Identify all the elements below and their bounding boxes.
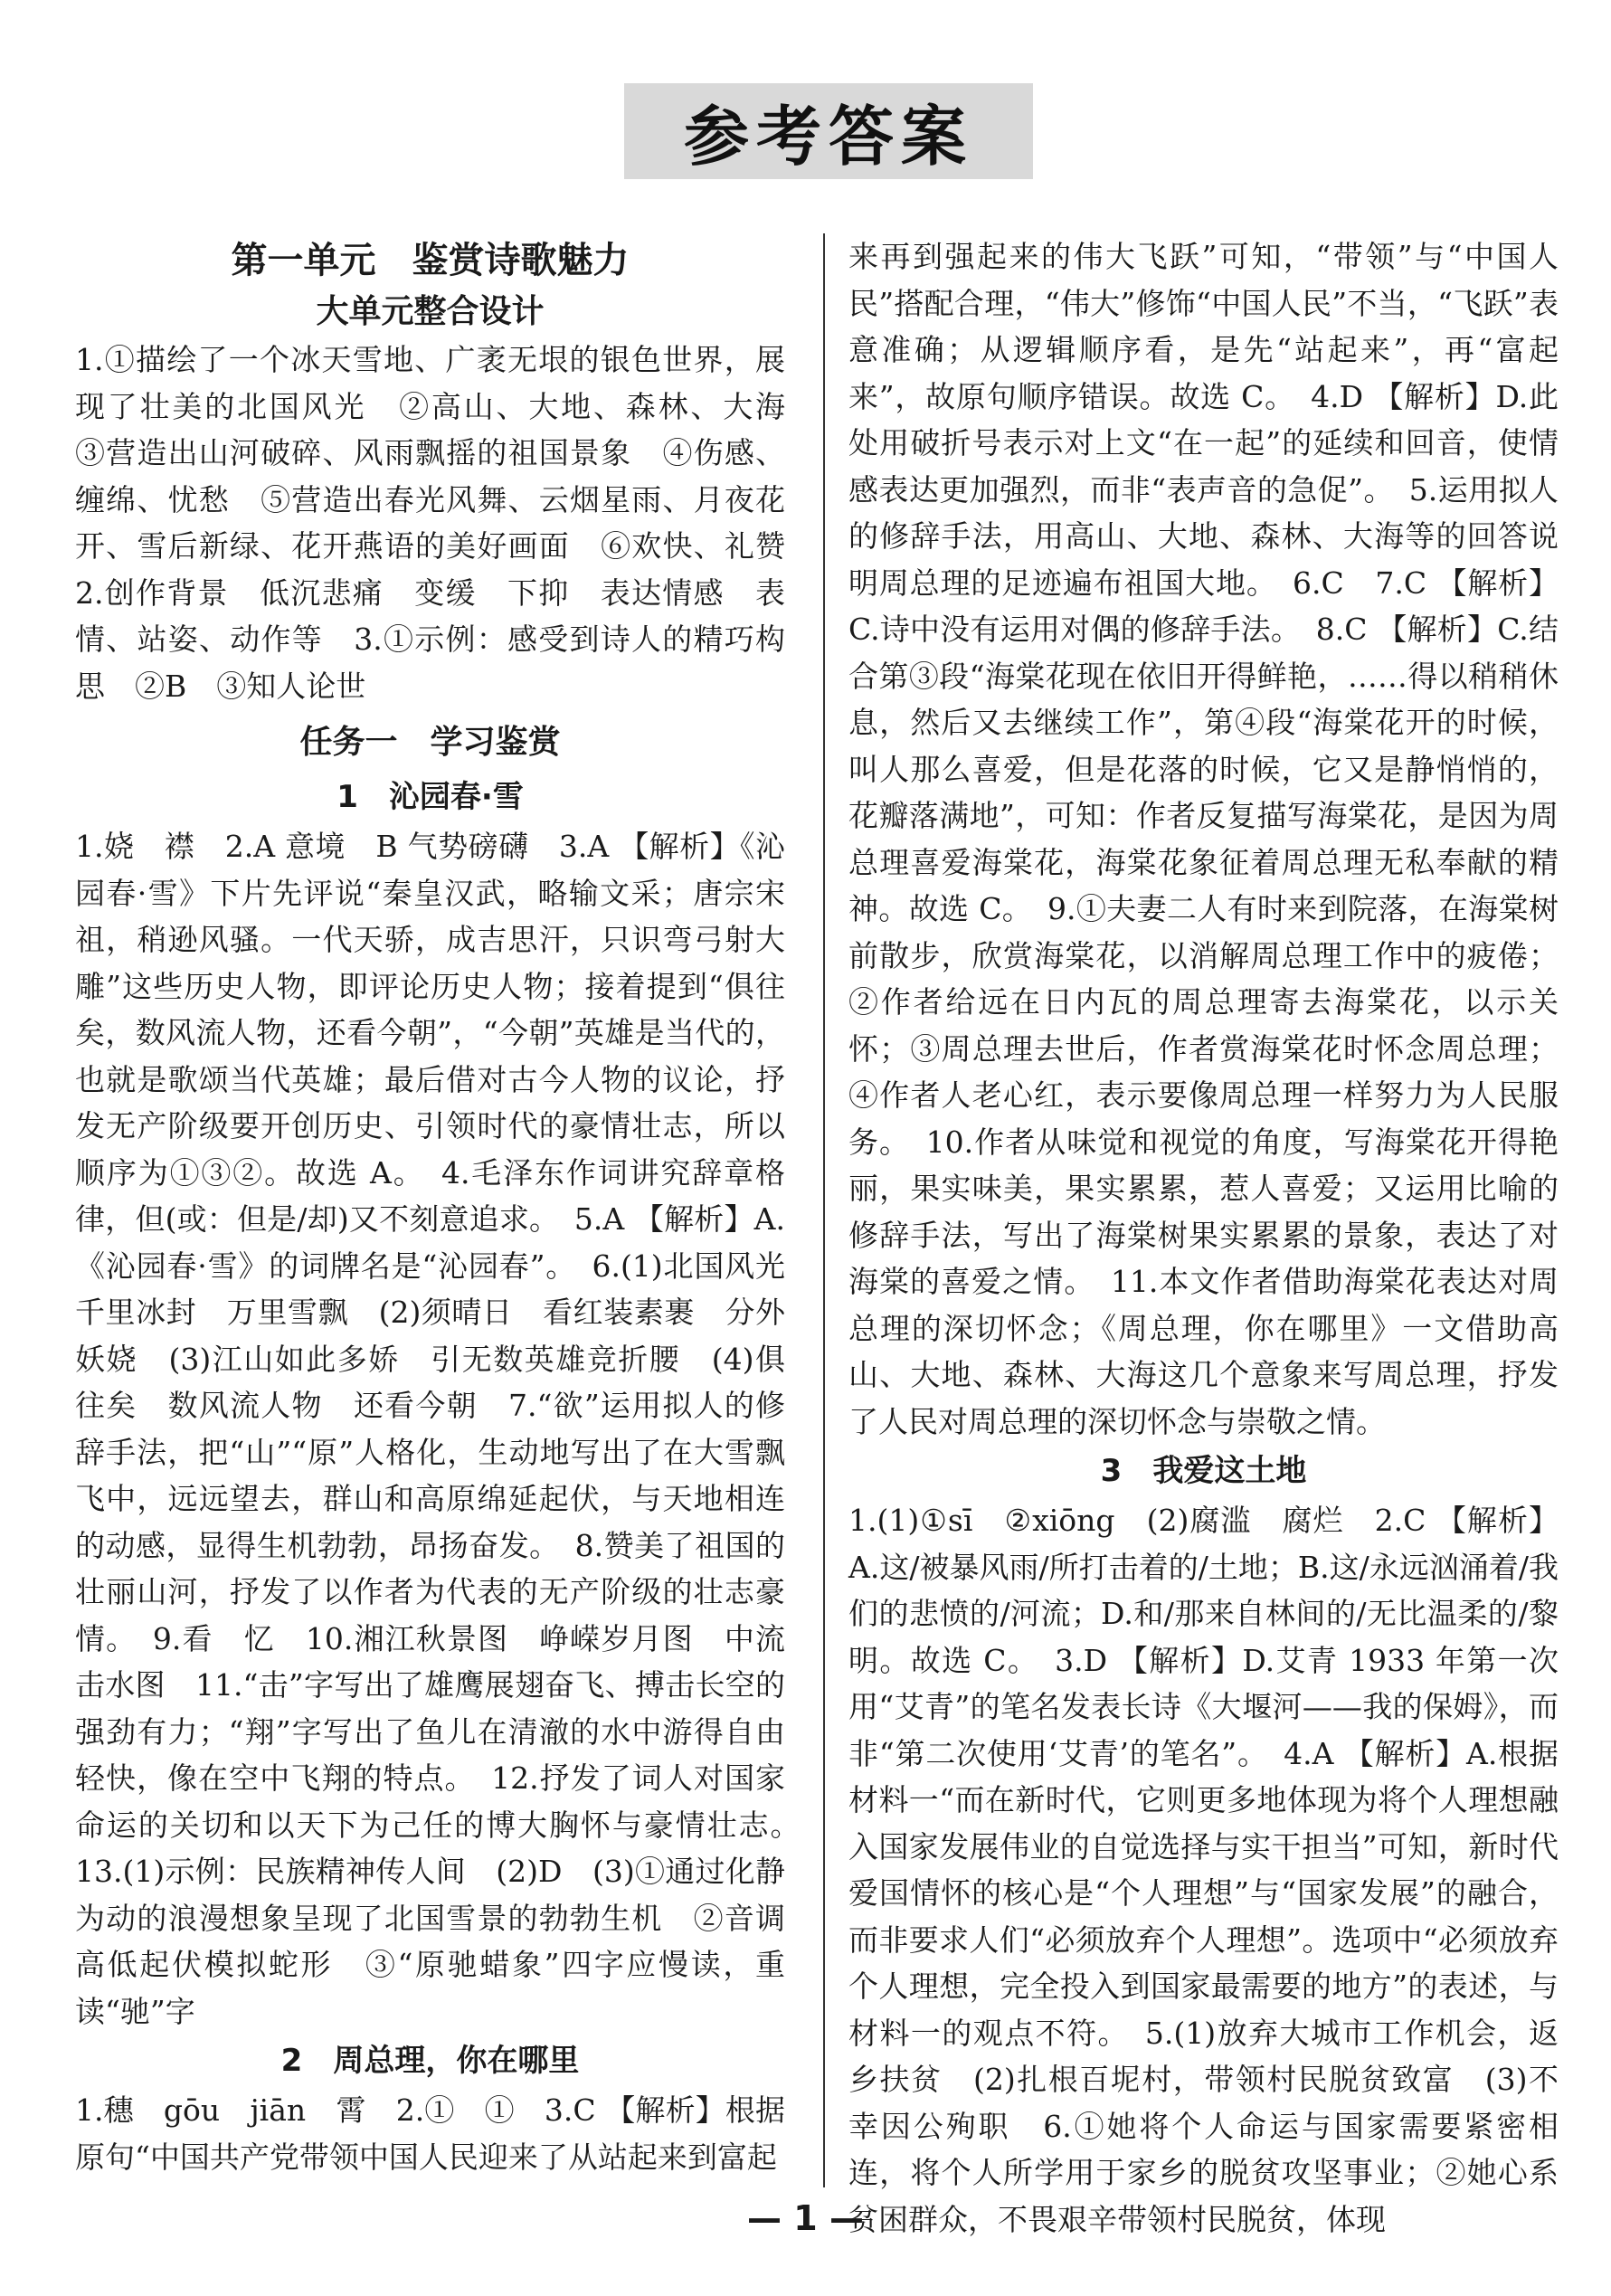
lesson3-title: 3 我爱这土地 xyxy=(1100,1453,1307,1489)
right-column xyxy=(848,233,1559,2237)
unit-answers: 1.①描绘了一个冰天雪地、广袤无垠的银色世界，展现了壮美的北国风光 ②高山、大地、森林、大海 ③营造出山河破碎、风雨飘摇的祖国景象 ④伤感、缠绵、忧愁 ⑤营造出春光风舞、云烟星雨、月夜花开、雪后新绿、花开燕语的美好画面 ⑥欢快、礼赞 2.创作背景 低沉悲痛 变缓 下抑 表达情感 表情、站姿、动作等 3.①示例：感受到诗人的精巧构思 ②B ③知人论世 xyxy=(75,342,815,704)
lesson2-answers-start: 1.穗 gōu jiān 霄 2.① ① 3.C 【解析】根据原句“中国共产党带领中国人民迎来了从站起来到富起 xyxy=(75,2092,785,2175)
lesson2-answers-cont: 来再到强起来的伟大飞跃”可知，“带领”与“中国人民”搭配合理，“伟大”修饰“中国人民”不当，“飞跃”表意准确；从逻辑顺序看，是先“站起来”，再“富起来”，故原句顺序错误。故选 C。 4.D 【解析】D.此处用破折号表示对上文“在一起”的延续和回音，使情感表达更加强烈，而非“表声音的急促”。 5.运用拟人的修辞手法，用高山、大地、森林、大海等的回答说明周总理的足迹遍布祖国大地。 6.C 7.C 【解析】C.诗中没有运用对偶的修辞手法。 8.C 【解析】C.结合第③段“海棠花现在依旧开得鲜艳，……得以稍稍休息，然后又去继续工作”，第④段“海棠花开的时候，叫人那么喜爱，但是花落的时候，它又是静悄悄的，花瓣落满地”，可知：作者反复描写海棠花，是因为周总理喜爱海棠花，海棠花象征着周总理无私奉献的精神。故选 C。 9.①夫妻二人有时来到院落，在海棠树前散步，欣赏海棠花，以消解周总理工作中的疲倦；②作者给远在日内瓦的周总理寄去海棠花，以示关怀；③周总理去世后，作者赏海棠花时怀念周总理；④作者人老心红，表示要像周总理一样努力为人民服务。 10.作者从味觉和视觉的角度，写海棠花开得艳丽，果实味美，果实累累，惹人喜爱；又运用比喻的修辞手法，写出了海棠树果实累累的景象，表达了对海棠的喜爱之情。 11.本文作者借助海棠花表达对周总理的深切怀念；《周总理，你在哪里》一文借助高山、大地、森林、大海这几个意象来写周总理，抒发了人民对周总理的深切怀念与崇敬之情。 xyxy=(848,239,1559,1439)
lesson1-answers: 1.娆 襟 2.A 意境 B 气势磅礴 3.A 【解析】《沁园春·雪》下片先评说“秦皇汉武，略输文采；唐宗宋祖，稍逊风骚。一代天骄，成吉思汗，只识弯弓射大雕”这些历史人物，即评论历史人物；接着提到“俱往矣，数风流人物，还看今朝”，“今朝”英雄是当代的，也就是歌颂当代英雄；最后借对古今人物的议论，抒发无产阶级要开创历史、引领时代的豪情壮志，所以顺序为①③②。故选 A。 4.毛泽东作词讲究辞章格律，但(或：但是/却)又不刻意追求。 5.A 【解析】A.《沁园春·雪》的词牌名是“沁园春”。 6.(1)北国风光 千里冰封 万里雪飘 (2)须晴日 看红装素裹 分外妖娆 (3)江山如此多娇 引无数英雄竞折腰 (4)俱往矣 数风流人物 还看今朝 7.“欲”运用拟人的修辞手法，把“山”“原”人格化，生动地写出了在大雪飘飞中，远远望去，群山和高原绵延起伏，与天地相连的动感，显得生机勃勃，昂扬奋发。 8.赞美了祖国的壮丽山河，抒发了以作者为代表的无产阶级的壮志豪情。 9.看 忆 10.湘江秋景图 峥嵘岁月图 中流击水图 11.“击”字写出了雄鹰展翅奋飞、搏击长空的强劲有力；“翔”字写出了鱼儿在清澈的水中游得自由轻快，像在空中飞翔的特点。 12.抒发了词人对国家命运的关切和以天下为己任的博大胸怀与豪情壮志。 13.(1)示例：民族精神传人间 (2)D (3)①通过化静为动的浪漫想象呈现了北国雪景的勃勃生机 ②音调高低起伏模拟蛇形 ③“原驰蜡象”四字应慢读，重读“驰”字 xyxy=(75,829,815,2029)
lesson1-title: 1 沁园春·雪 xyxy=(336,779,524,815)
answer-title-box xyxy=(624,83,1033,179)
column-divider xyxy=(823,233,825,2187)
lesson2-title: 2 周总理，你在哪里 xyxy=(280,2043,580,2079)
lesson3-answers: 1.(1)①sī ②xiōng (2)腐滥 腐烂 2.C 【解析】A.这/被暴风雨/所打击着的/土地；B.这/永远汹涌着/我们的悲愤的/河流；D.和/那来自林间的/无比温柔的/黎明。故选 C。 3.D 【解析】D.艾青 1933 年第一次用“艾青”的笔名发表长诗《大堰河——我的保姆》，而非“第二次使用‘艾青’的笔名”。 4.A 【解析】A.根据材料一“而在新时代，它则更多地体现为将个人理想融入国家发展伟业的自觉选择与实干担当”可知，新时代爱国情怀的核心是“个人理想”与“国家发展”的融合，而非要求人们“必须放弃个人理想”。选项中“必须放弃个人理想，完全投入到国家最需要的地方”的表述，与材料一的观点不符。 5.(1)放弃大城市工作机会，返乡扶贫 (2)扎根百坭村，带领村民脱贫致富 (3)不幸因公殉职 6.①她将个人命运与国家需要紧密相连，将个人所学用于家乡的脱贫攻坚事业；②她心系贫困群众，不畏艰辛带领村民脱贫，体现 xyxy=(848,1503,1559,2237)
task-title: 任务一 学习鉴赏 xyxy=(299,724,561,761)
left-column xyxy=(75,233,815,2187)
page-title: 参考答案 xyxy=(683,99,973,175)
page-number: — 1 — xyxy=(747,2198,864,2238)
unit-subtitle: 大单元整合设计 xyxy=(316,293,545,330)
unit-title: 第一单元 鉴赏诗歌魅力 xyxy=(231,240,630,281)
